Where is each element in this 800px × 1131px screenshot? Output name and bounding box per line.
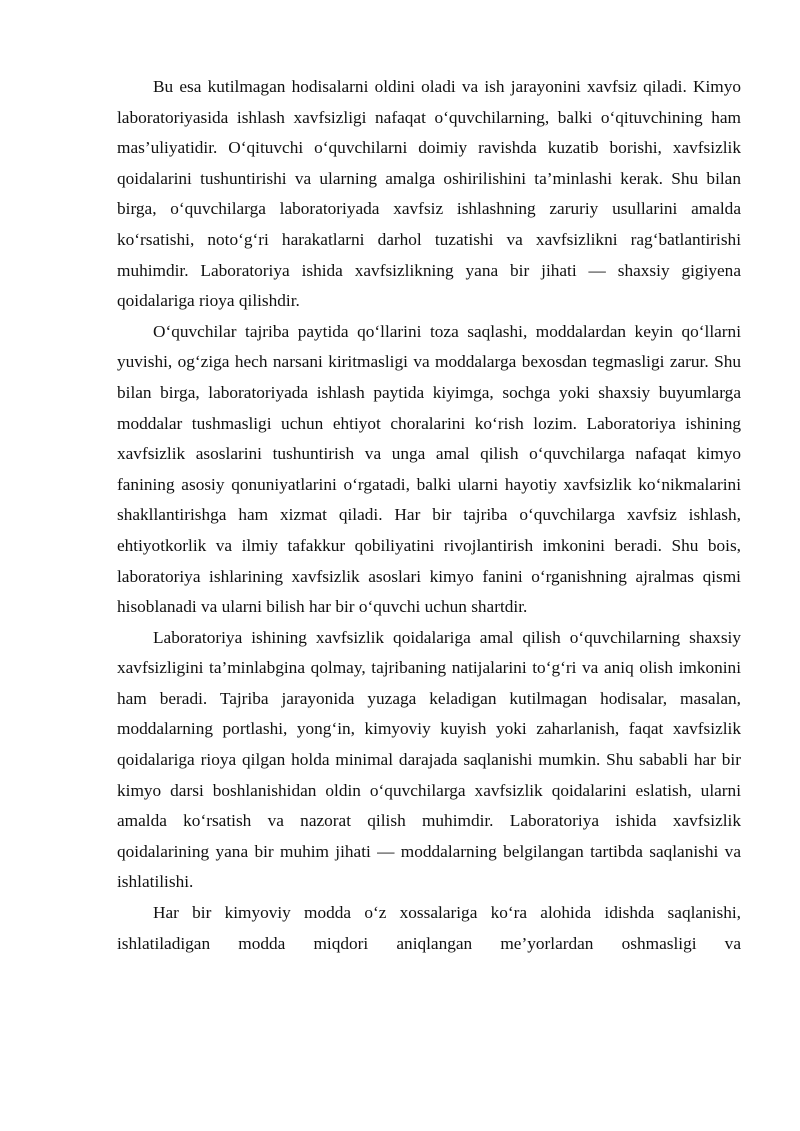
document-page	[117, 72, 741, 959]
paragraph-3: Laboratoriya ishining xavfsizlik qoidalariga amal qilish o‘quvchilarning shaxsiy xavfsizligini ta’minlabgina qolmay, tajribaning natijalarini to‘g‘ri va aniq olish imkonini ham beradi. Tajriba jarayonida yuzaga keladigan kutilmagan hodisalar, masalan, moddalarning portlashi, yong‘in, kimyoviy kuyish yoki zaharlanish, faqat xavfsizlik qoidalariga rioya qilgan holda minimal darajada saqlanishi mumkin. Shu sababli har bir kimyo darsi boshlanishidan oldin o‘quvchilarga xavfsizlik qoidalarini eslatish, ularni amalda ko‘rsatish va nazorat qilish muhimdir. Laboratoriya ishida xavfsizlik qoidalarining yana bir muhim jihati — moddalarning belgilangan tartibda saqlanishi va ishlatilishi.	[117, 627, 741, 892]
paragraph-2: O‘quvchilar tajriba paytida qo‘llarini toza saqlashi, moddalardan keyin qo‘llarni yuvishi, og‘ziga hech narsani kiritmasligi va moddalarga bexosdan tegmasligi zarur. Shu bilan birga, laboratoriyada ishlash paytida kiyimga, sochga yoki shaxsiy buyumlarga moddalar tushmasligi uchun ehtiyot choralarini ko‘rish lozim. Laboratoriya ishining xavfsizlik asoslarini tushuntirish va unga amal qilish o‘quvchilarga nafaqat kimyo fanining asosiy qonuniyatlarini o‘rgatadi, balki ularni hayotiy xavfsizlik ko‘nikmalarini shakllantirishga ham xizmat qiladi. Har bir tajriba o‘quvchilarga xavfsiz ishlash, ehtiyotkorlik va ilmiy tafakkur qobiliyatini rivojlantirish imkonini beradi. Shu bois, laboratoriya ishlarining xavfsizlik asoslari kimyo fanini o‘rganishning ajralmas qismi hisoblanadi va ularni bilish har bir o‘quvchi uchun shartdir.	[117, 321, 741, 617]
paragraph-1: Bu esa kutilmagan hodisalarni oldini oladi va ish jarayonini xavfsiz qiladi. Kimyo laboratoriyasida ishlash xavfsizligi nafaqat o‘quvchilarning, balki o‘qituvchining ham mas’uliyatidir. O‘qituvchi o‘quvchilarni doimiy ravishda kuzatib borishi, xavfsizlik qoidalarini tushuntirishi va ularning amalga oshirilishini ta’minlashi kerak. Shu bilan birga, o‘quvchilarga laboratoriyada xavfsiz ishlashning zaruriy usullarini amalda ko‘rsatishi, noto‘g‘ri harakatlarni darhol tuzatishi va xavfsizlikni rag‘batlantirishi muhimdir. Laboratoriya ishida xavfsizlikning yana bir jihati — shaxsiy gigiyena qoidalariga rioya qilishdir.	[117, 77, 741, 311]
paragraph-4: Har bir kimyoviy modda o‘z xossalariga ko‘ra alohida idishda saqlanishi, ishlatiladigan modda miqdori aniqlangan me’yorlardan oshmasligi va	[117, 903, 741, 953]
